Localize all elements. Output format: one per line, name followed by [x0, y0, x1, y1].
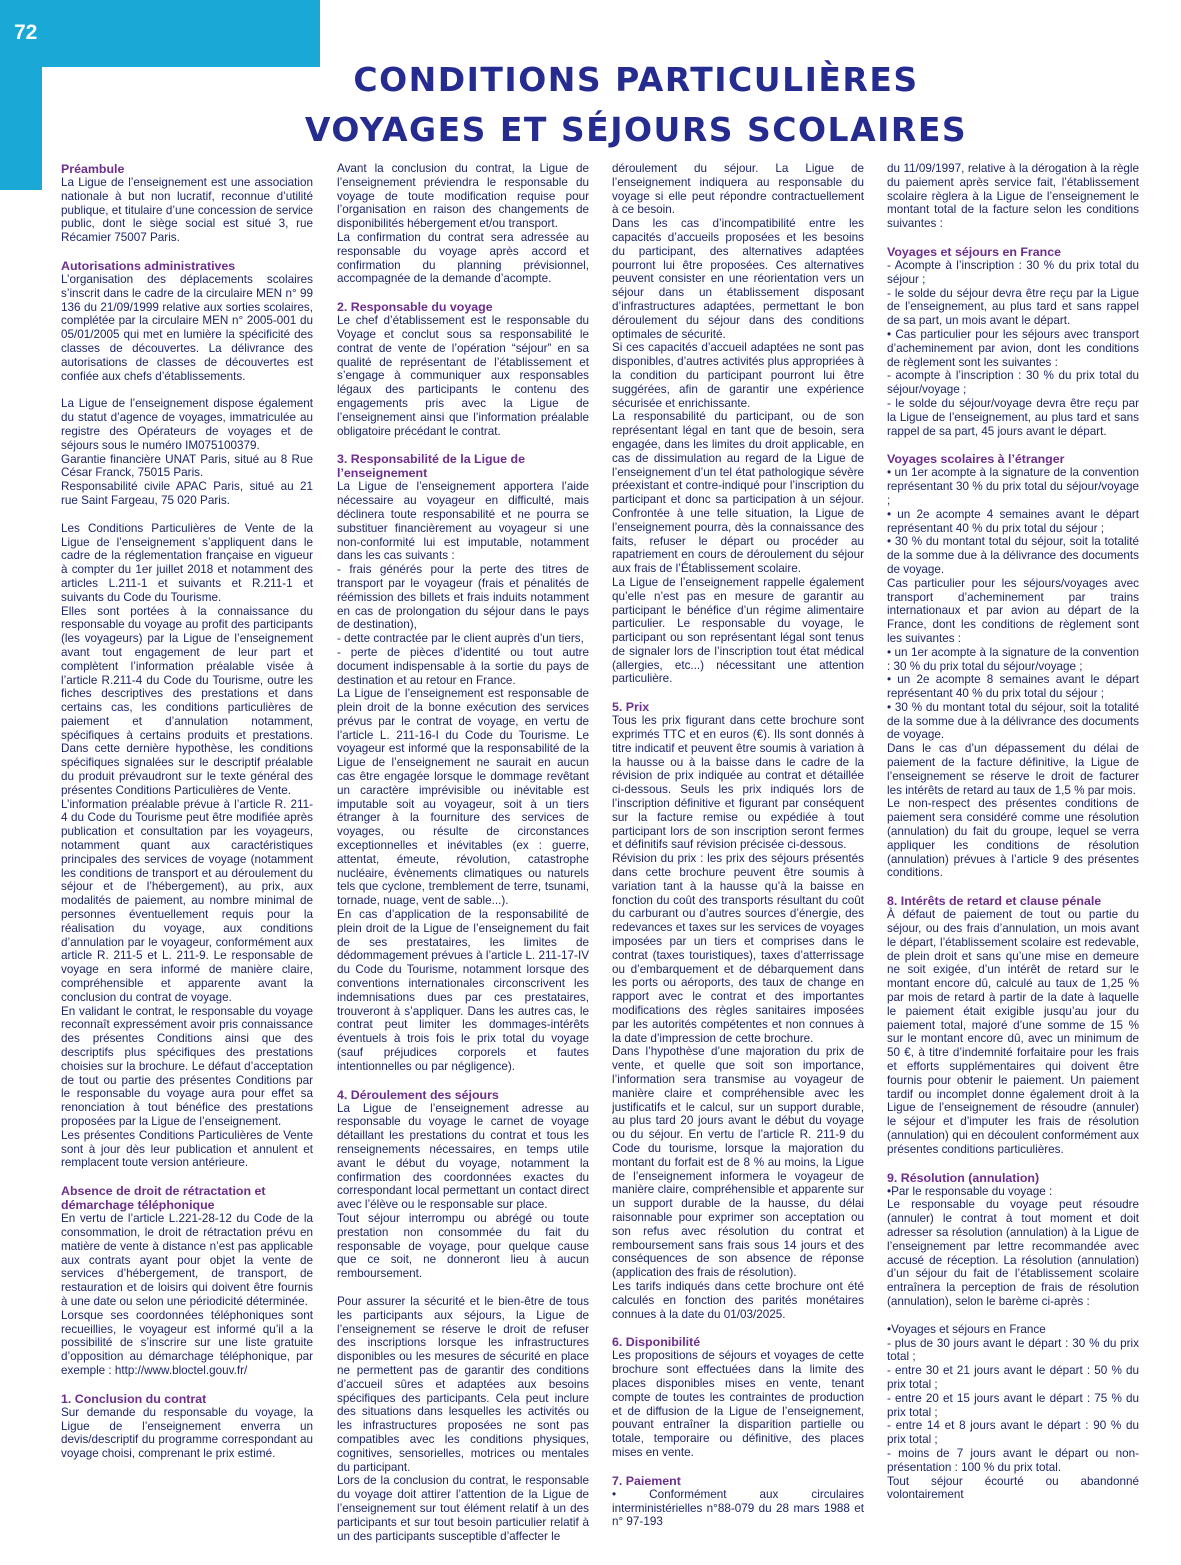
section-heading: 8. Intérêts de retard et clause pénale — [887, 894, 1102, 909]
paragraph: Dans l’hypothèse d’une majoration du prix de vente, et quelle que soit son importance, l’information sera transmise au voyageur de manière claire et compréhensible avec les justificatifs et le calcul, sur un support durable, au plus tard 20 jours avant le début du voyage ou du séjour. En vertu de l’article R. 211-9 du Code du tourisme, lorsque la majoration du montant du forfait est de 8 % au moins, la Ligue de l’enseignement informera le voyageur de manière claire, compréhensible et apparente sur un support durable de la hausse, du délai raisonnable pour exprimer son acceptation ou son refus avec résolution du contrat et remboursement sans frais sous 14 jours et des conséquences de son absence de réponse (application des frais de résolution). — [612, 1045, 864, 1280]
spacer — [887, 438, 1139, 452]
paragraph: En vertu de l’article L.221-28-12 du Code de la consommation, le droit de rétractation prévu en matière de vente à distance n’est pas applicable aux contrats ayant pour objet la vente de services d’hébergement, de transport, de restauration et de loisirs qui doivent être fournis à une date ou selon une périodicité déterminée. — [61, 1212, 313, 1308]
section-heading: 6. Disponibilité — [612, 1335, 701, 1350]
paragraph: L’organisation des déplacements scolaires s’inscrit dans le cadre de la circulaire MEN n° 99 136 du 21/09/1999 relative aux sorties scolaires, complétée par la circulaire MEN n° 2005-001 du 05/01/2005 qui met en lumière la spécificité des classes de découvertes. La délivrance des autorisations de classes de découvertes est confiée aux chefs d’établissements. — [61, 272, 313, 383]
paragraph: • un 1er acompte à la signature de la convention représentant 30 % du prix total du séjour/voyage ; — [887, 466, 1139, 507]
paragraph: • un 2e acompte 4 semaines avant le départ représentant 40 % du prix total du séjour ; — [887, 507, 1139, 535]
paragraph: La Ligue de l’enseignement adresse au responsable du voyage le carnet de voyage détaillant les prestations du contrat et tous les renseignements nécessaires, en temps utile avant le début du voyage, notamment la confirmation des coordonnées exactes du correspondant local permettant un contact direct avec l’élève ou le responsable sur place. — [337, 1101, 589, 1212]
paragraph: Cas particulier pour les séjours/voyages avec transport d’acheminement par trains internationaux et par avion au départ de la France, dont les conditions de règlement sont les suivantes : — [887, 576, 1139, 645]
paragraph: - perte de pièces d’identité ou tout autre document indispensable à la sortie du pays de destination et au retour en France. — [337, 645, 589, 687]
corner-accent-bar — [0, 0, 320, 67]
page-title-line-2: VOYAGES ET SÉJOURS SCOLAIRES — [304, 110, 968, 149]
paragraph: Lorsque ses coordonnées téléphoniques sont recueillies, le voyageur est informé qu’il a la possibilité de s’inscrire sur une liste gratuite d’opposition au démarchage téléphonique, par exemple : http://www.bloctel.gouv.fr/ — [61, 1308, 313, 1377]
paragraph: Tout séjour interrompu ou abrégé ou toute prestation non consommée du fait du responsable de voyage, pour quelque cause que ce soit, ne donneront lieu à aucun remboursement. — [337, 1211, 589, 1281]
spacer — [887, 1157, 1139, 1171]
spacer — [887, 231, 1139, 245]
spacer — [61, 245, 313, 259]
section-heading: Autorisations administratives — [61, 258, 236, 273]
paragraph: •Voyages et séjours en France — [887, 1322, 1046, 1336]
paragraph: - entre 20 et 15 jours avant le départ : 75 % du prix total ; — [887, 1391, 1139, 1419]
paragraph: La Ligue de l’enseignement apportera l’aide nécessaire au voyageur en difficulté, mais déclinera toute responsabilité et ne pourra se substituer financièrement au voyageur si une non-conformité lui est imputable, notamment dans les cas suivants : — [337, 480, 589, 563]
paragraph: - entre 14 et 8 jours avant le départ : 90 % du prix total ; — [887, 1419, 1139, 1447]
paragraph: - moins de 7 jours avant le départ ou non- présentation : 100 % du prix total. — [887, 1446, 1139, 1474]
section-heading: Voyages scolaires à l’étranger — [887, 452, 1065, 467]
text-column-4 — [887, 162, 1139, 1557]
paragraph: déroulement du séjour. La Ligue de l’enseignement indiquera au responsable du voyage si elle peut répondre contractuellement à ce besoin. — [612, 162, 864, 217]
paragraph: Pour assurer la sécurité et le bien-être de tous les participants aux séjours, la Ligue de l’enseignement se réserve le droit de refuser des inscriptions lorsque les infrastructures disponibles ou les mesures de sécurité en place ne permettent pas de garantir des conditions d’accueil sûres et adaptées aux besoins spécifiques des participants. Cela peut inclure des situations dans lesquelles les activités ou les infrastructures proposées ne sont pas compatibles avec les conditions physiques, cognitives, sensorielles, motrices ou mentales du participant. — [337, 1294, 589, 1474]
section-heading: 1. Conclusion du contrat — [61, 1391, 207, 1406]
spacer — [887, 880, 1139, 894]
paragraph: Sur demande du responsable du voyage, la Ligue de l’enseignement enverra un devis/descriptif du programme correspondant au voyage choisi, comprenant le prix estimé. — [61, 1405, 313, 1461]
paragraph: La Ligue de l’enseignement rappelle également qu’elle n’est pas en mesure de garantir au participant le bénéfice d’un régime alimentaire particulier. Le responsable du voyage, le participant ou son représentant légal sont tenus de signaler lors de l’inscription tout état médical (allergies, etc...) nécessitant une attention particulière. — [612, 575, 864, 686]
paragraph: Responsabilité civile APAC Paris, situé au 21 rue Saint Fargeau, 75 020 Paris. — [61, 480, 313, 507]
text-column-3 — [612, 162, 864, 1557]
paragraph: •Par le responsable du voyage : — [887, 1184, 1053, 1198]
spacer — [61, 508, 313, 522]
paragraph: Les propositions de séjours et voyages de cette brochure sont effectuées dans la limite des places disponibles mises en vente, tenant compte de toutes les contraintes de production et de diffusion de la Ligue de l’enseignement, pouvant entraîner la disparition partielle ou totale, temporaire ou définitive, des places mises en vente. — [612, 1349, 864, 1459]
paragraph: • 30 % du montant total du séjour, soit la totalité de la somme due à la délivrance des documents de voyage. — [887, 700, 1139, 742]
spacer — [887, 1309, 1139, 1323]
paragraph: Lors de la conclusion du contrat, le responsable du voyage doit attirer l’attention de la Ligue de l’enseignement sur tout élément relatif à un des participants et sur tout besoin particulier relatif à un des participants susceptible d’affecter le — [337, 1474, 589, 1543]
paragraph: • un 1er acompte à la signature de la convention : 30 % du prix total du séjour/voyage ; — [887, 645, 1139, 673]
section-heading: 7. Paiement — [612, 1473, 681, 1488]
paragraph: • Cas particulier pour les séjours avec transport d’acheminement par avion, dont les conditions de règlement sont les suivantes : — [887, 327, 1139, 369]
paragraph: La responsabilité du participant, ou de son représentant légal en tant que de besoin, sera engagée, dans les limites du droit applicable, en cas de dissimulation au regard de la Ligue de l’enseignement d’un tel état pathologique sévère préexistant et contre-indiqué pour l’inscription du participant et donc sa participation à un séjour. Confrontée à une telle situation, la Ligue de l’enseignement pourra, dès la connaissance des faits, refuser le départ ou procéder au rapatriement en cours de déroulement du séjour aux frais de l’Établissement scolaire. — [612, 410, 864, 576]
section-heading: 9. Résolution (annulation) — [887, 1170, 1040, 1185]
paragraph: En validant le contrat, le responsable du voyage reconnaît expressément avoir pris connaissance des présentes Conditions ainsi que des descriptifs plus spécifiques des prestations choisies sur la brochure. Le défaut d’acceptation de tout ou partie des présentes Conditions par le responsable du voyage aura pour effet sa renonciation à tout bénéfice des prestations proposées par la Ligue de l’enseignement. — [61, 1004, 313, 1128]
spacer — [337, 438, 589, 452]
text-column-1 — [61, 162, 313, 1557]
section-heading: 5. Prix — [612, 700, 650, 715]
paragraph: • 30 % du montant total du séjour, soit la totalité de la somme due à la délivrance des documents de voyage. — [887, 535, 1139, 576]
section-heading: 3. Responsabilité de la Ligue de l’enseignement — [337, 452, 525, 481]
paragraph: Les présentes Conditions Particulières de Vente sont à jour dès leur publication et annulent et remplacent toute version antérieure. — [61, 1128, 313, 1170]
paragraph: La Ligue de l’enseignement dispose également du statut d’agence de voyages, immatriculée au registre des Opérateurs de voyages et de séjours sous le numéro IM075100379. — [61, 397, 313, 452]
section-heading: Absence de droit de rétractation et démarchage téléphonique — [61, 1184, 266, 1213]
paragraph: La Ligue de l’enseignement est une association nationale à but non lucratif, reconnue d’utilité publique, et titulaire d’une concession de service public, dont le siège social est situé 3, rue Récamier 75007 Paris. — [61, 176, 313, 245]
page-number: 72 — [14, 21, 38, 44]
spacer — [61, 1378, 313, 1392]
spacer — [612, 1460, 864, 1474]
page-title-line-1: CONDITIONS PARTICULIÈRES — [353, 60, 919, 99]
paragraph: La confirmation du contrat sera adressée au responsable du voyage après accord et confirmation du planning prévisionnel, accompagnée de la demande d’acompte. — [337, 230, 589, 286]
paragraph: - dette contractée par le client auprès d’un tiers, — [337, 632, 584, 646]
spacer — [612, 1321, 864, 1335]
paragraph: Les tarifs indiqués dans cette brochure ont été calculés en fonction des parités monétaires connues à la date du 01/03/2025. — [612, 1279, 864, 1321]
paragraph: - frais générés pour la perte des titres de transport par le voyageur (frais et pénalités de réémission des billets et frais induits notamment en cas de prolongation du séjour dans le pays de destination), — [337, 563, 589, 632]
section-heading: 4. Déroulement des séjours — [337, 1087, 499, 1102]
paragraph: du 11/09/1997, relative à la dérogation à la règle du paiement après service fait, l’établissement scolaire règlera à la Ligue de l’enseignement le montant total de la facture selon les conditions suivantes : — [887, 162, 1139, 231]
paragraph: Le non-respect des présentes conditions de paiement sera considéré comme une résolution (annulation) du fait du groupe, lequel se verra appliquer les conditions de résolution (annulation) prévues à l’article 9 des présentes conditions. — [887, 797, 1139, 880]
paragraph: - Acompte à l’inscription : 30 % du prix total du séjour ; — [887, 258, 1139, 286]
paragraph: Garantie financière UNAT Paris, situé au 8 Rue César Franck, 75015 Paris. — [61, 452, 313, 480]
paragraph: Elles sont portées à la connaissance du responsable du voyage au profit des participants (les voyageurs) par la Ligue de l’enseignement avant tout engagement de leur part et complètent l’information préalable visée à l’article R.211-4 du Code du Tourisme, outre les fiches descriptives des prestations et dans certains cas, les conditions particulières de paiement et d’annulation notamment, spécifiques à certains produits et prestations. Dans cette dernière hypothèse, les conditions spécifiques signalées sur le descriptif préalable du produit prévaudront sur le texte général des présentes Conditions Particulières de Vente. — [61, 604, 313, 797]
paragraph: • Conformément aux circulaires interministérielles n°88-079 du 28 mars 1988 et n° 97-193 — [612, 1487, 864, 1529]
spacer — [337, 286, 589, 300]
paragraph: Tous les prix figurant dans cette brochure sont exprimés TTC et en euros (€). Ils sont donnés à titre indicatif et peuvent être soumis à variation à la hausse ou à la baisse dans le cadre de la révision de prix indiquée au contrat et détaillée ci-dessous. Seuls les prix indiqués lors de l’inscription définitive et figurant par conséquent sur la facture remise ou expédiée à tout participant lors de son inscription seront fermes et définitifs sauf révision précisée ci-dessous. — [612, 714, 864, 852]
paragraph: - plus de 30 jours avant le départ : 30 % du prix total ; — [887, 1336, 1139, 1364]
paragraph: - entre 30 et 21 jours avant le départ : 50 % du prix total ; — [887, 1364, 1139, 1391]
paragraph: Les Conditions Particulières de Vente de la Ligue de l’enseignement s’appliquent dans le cadre de la réglementation française en vigueur à compter du 1er juillet 2018 et notamment des articles L.211-1 et suivants et R.211-1 et suivants du Code du Tourisme. — [61, 521, 313, 604]
paragraph: - acompte à l’inscription : 30 % du prix total du séjour/voyage ; — [887, 369, 1139, 397]
section-heading: Préambule — [61, 162, 125, 176]
spacer — [337, 1074, 589, 1088]
paragraph: - le solde du séjour/voyage devra être reçu par la Ligue de l’enseignement, au plus tard et sans rappel de sa part, 45 jours avant le départ. — [887, 396, 1139, 438]
paragraph: - le solde du séjour devra être reçu par la Ligue de l’enseignement, au plus tard et sans rappel de sa part, un mois avant le départ. — [887, 286, 1139, 328]
spacer — [612, 686, 864, 700]
paragraph: Dans le cas d’un dépassement du délai de paiement de la facture définitive, la Ligue de l’enseignement se réserve le droit de facturer les intérêts de retard au taux de 1,5 % par mois. — [887, 742, 1139, 797]
paragraph: • un 2e acompte 8 semaines avant le départ représentant 40 % du prix total du séjour ; — [887, 673, 1139, 701]
spacer — [61, 383, 313, 397]
paragraph: L’information préalable prévue à l’article R. 211-4 du Code du Tourisme peut être modifiée après publication et consultation par les voyageurs, notamment quant aux caractéristiques principales des services de voyage (notamment les conditions de transport et au déroulement du séjour et de l’hébergement), au prix, aux modalités de paiement, au nombre minimal de personnes éventuellement requis pour la réalisation du voyage, aux conditions d’annulation par le voyageur, conformément aux article R. 211-5 et L. 211-9. Le responsable de voyage en sera informé de manière claire, compréhensible et apparente avant la conclusion du contrat de voyage. — [61, 797, 313, 1004]
paragraph: La Ligue de l’enseignement est responsable de plein droit de la bonne exécution des services prévus par le contrat de voyage, en vertu de l’article L. 211-16-I du Code du Tourisme. Le voyageur est informé que la responsabilité de la Ligue de l’enseignement ne saurait en aucun cas être engagée lorsque le dommage revêtant un caractère imprévisible ou inévitable est imputable soit au voyageur, soit à un tiers étranger à la fourniture des services de voyages, ou résulte de circonstances exceptionnelles et inévitables (ex : guerre, attentat, émeute, révolution, catastrophe nucléaire, évènements climatiques ou naturels tels que cyclone, tremblement de terre, tsunami, tornade, nuage, vent de sable...). — [337, 687, 589, 908]
paragraph: Révision du prix : les prix des séjours présentés dans cette brochure peuvent être soumis à variation tant à la hausse qu’à la baisse en fonction du coût des transports résultant du coût du carburant ou d’autres sources d’énergie, des redevances et taxes sur les services de voyages imposées par un tiers et comprises dans le contrat (taxes touristiques), taxes d’atterrissage ou d’embarquement et de débarquement dans les ports ou aéroports, des taux de change en rapport avec le contrat et des importantes modifications des règles sanitaires imposées par les autorités compétentes et non connues à la date d’impression de cette brochure. — [612, 852, 864, 1045]
spacer — [337, 1281, 589, 1295]
paragraph: Dans les cas d’incompatibilité entre les capacités d’accueils proposées et les besoins du participant, des alternatives adaptées pourront lui être proposées. Ces alternatives peuvent consister en une réorientation vers un séjour dans un établissement disposant d’infrastructures adaptées, permettant le bon déroulement du séjour dans des conditions optimales de sécurité. — [612, 217, 864, 341]
paragraph: À défaut de paiement de tout ou partie du séjour, ou des frais d’annulation, un mois avant le départ, l’établissement scolaire est redevable, de plein droit et sans qu’une mise en demeure ne soit exigée, d’un intérêt de retard sur le montant encore dû, calculé au taux de 1,25 % par mois de retard à partir de la date à laquelle le paiement était exigible jusqu’au jour du paiement total, majoré d’une somme de 15 % sur le montant encore dû, avec un minimum de 50 €, à titre d’indemnité forfaitaire pour les frais et efforts supplémentaires qui doivent être fournis pour obtenir le paiement. Un paiement tardif ou incomplet donne également droit à la Ligue de l’enseignement de résoudre (annuler) le séjour et d’imputer les frais de résolution (annulation) qui en découlent conformément aux présentes conditions particulières. — [887, 908, 1139, 1156]
paragraph: Si ces capacités d’accueil adaptées ne sont pas disponibles, d’autres activités plus appropriées à la condition du participant pourront lui être suggérées, afin de garantir une expérience sécurisée et enrichissante. — [612, 341, 864, 410]
spacer — [61, 1170, 313, 1184]
paragraph: Le responsable du voyage peut résoudre (annuler) le contrat à tout moment et doit adresser sa résolution (annulation) à la Ligue de l’enseignement par lettre recommandée avec accusé de réception. La résolution (annulation) d’un séjour du fait de l’établissement scolaire entraînera la perception de frais de résolution (annulation), selon le barème ci-après : — [887, 1198, 1139, 1308]
section-heading: Voyages et séjours en France — [887, 244, 1062, 259]
paragraph: Avant la conclusion du contrat, la Ligue de l’enseignement préviendra le responsable du voyage de toute modification requise pour l’organisation en raison des changements de disponibilités hébergement et/ou transport. — [337, 162, 589, 231]
paragraph: Le chef d’établissement est le responsable du Voyage et conclut sous sa responsabilité le contrat de vente de l’opération “séjour” en sa qualité de représentant de l’établissement et s’engage à communiquer aux responsables légaux des participants le contenu des engagements pris avec la Ligue de l’enseignement ainsi que l’information préalable obligatoire précédant le contrat. — [337, 314, 589, 438]
paragraph: Tout séjour écourté ou abandonné volontairement — [887, 1474, 1139, 1502]
paragraph: En cas d’application de la responsabilité de plein droit de la Ligue de l’enseignement du fait de ses prestataires, les limites de dédommagement prévues à l’article L. 211-17-IV du Code du Tourisme, notamment lorsque des conventions internationales circonscrivent les indemnisations dues par ces prestataires, trouveront à s’appliquer. Dans les autres cas, le contrat peut limiter les dommages-intérêts éventuels à trois fois le prix total du voyage (sauf préjudices corporels et fautes intentionnelles ou par négligence). — [337, 908, 589, 1073]
text-column-2 — [337, 162, 589, 1557]
section-heading: 2. Responsable du voyage — [337, 300, 493, 315]
